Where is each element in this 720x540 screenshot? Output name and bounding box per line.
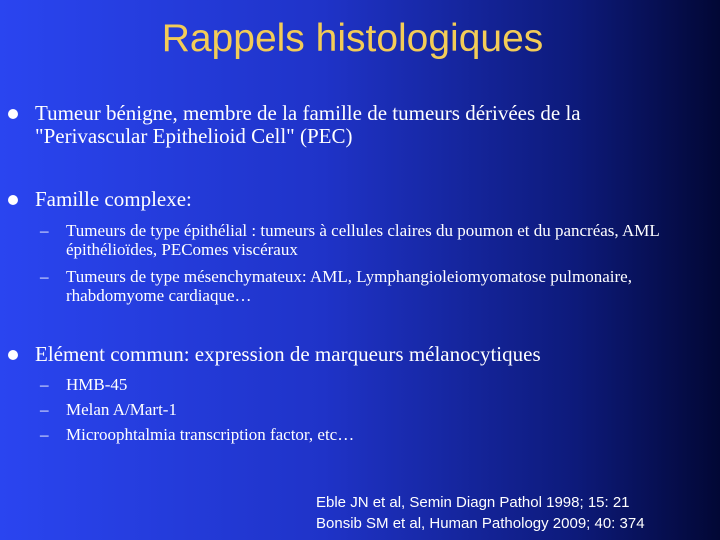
sub-bullet-text: Melan A/Mart-1 (66, 400, 177, 419)
bullet-text: Elément commun: expression de marqueurs mélanocytiques (35, 342, 541, 366)
bullet-item (8, 343, 698, 366)
sub-bullet-text: Tumeurs de type mésenchymateux: AML, Lymphangioleiomyomatose pulmonaire, rhabdomyome cardiaque… (66, 267, 632, 305)
dash-icon: – (40, 267, 49, 286)
sub-bullet-item (36, 375, 666, 394)
sub-bullet-item (36, 221, 666, 259)
bullet-text: Tumeur bénigne, membre de la famille de tumeurs dérivées de la "Perivascular Epithelioid Cell" (PEC) (35, 101, 581, 148)
sub-bullet-text: Tumeurs de type épithélial : tumeurs à cellules claires du poumon et du pancréas, AML épithélioïdes, PEComes viscéraux (66, 221, 660, 259)
bullet-item (8, 188, 698, 211)
slide-title: Rappels histologiques (161, 17, 544, 60)
bullet-item (8, 102, 698, 148)
bullet-dot-icon (8, 109, 18, 119)
dash-icon: – (40, 400, 49, 419)
sub-bullet-item (36, 400, 666, 419)
sub-bullet-text: Microophtalmia transcription factor, etc… (66, 425, 355, 444)
sub-bullet-item (36, 425, 666, 444)
sub-bullet-text: HMB-45 (66, 375, 128, 394)
bullet-text: Famille complexe: (35, 187, 192, 211)
bullet-dot-icon (8, 350, 18, 360)
references (316, 492, 716, 534)
bullet-dot-icon (8, 195, 18, 205)
dash-icon: – (40, 375, 49, 394)
reference-line: Eble JN et al, Semin Diagn Pathol 1998; 15: 21 (316, 494, 630, 511)
dash-icon: – (40, 221, 49, 240)
sub-bullet-item (36, 267, 666, 305)
reference-line: Bonsib SM et al, Human Pathology 2009; 40: 374 (316, 515, 645, 532)
dash-icon: – (40, 425, 49, 444)
